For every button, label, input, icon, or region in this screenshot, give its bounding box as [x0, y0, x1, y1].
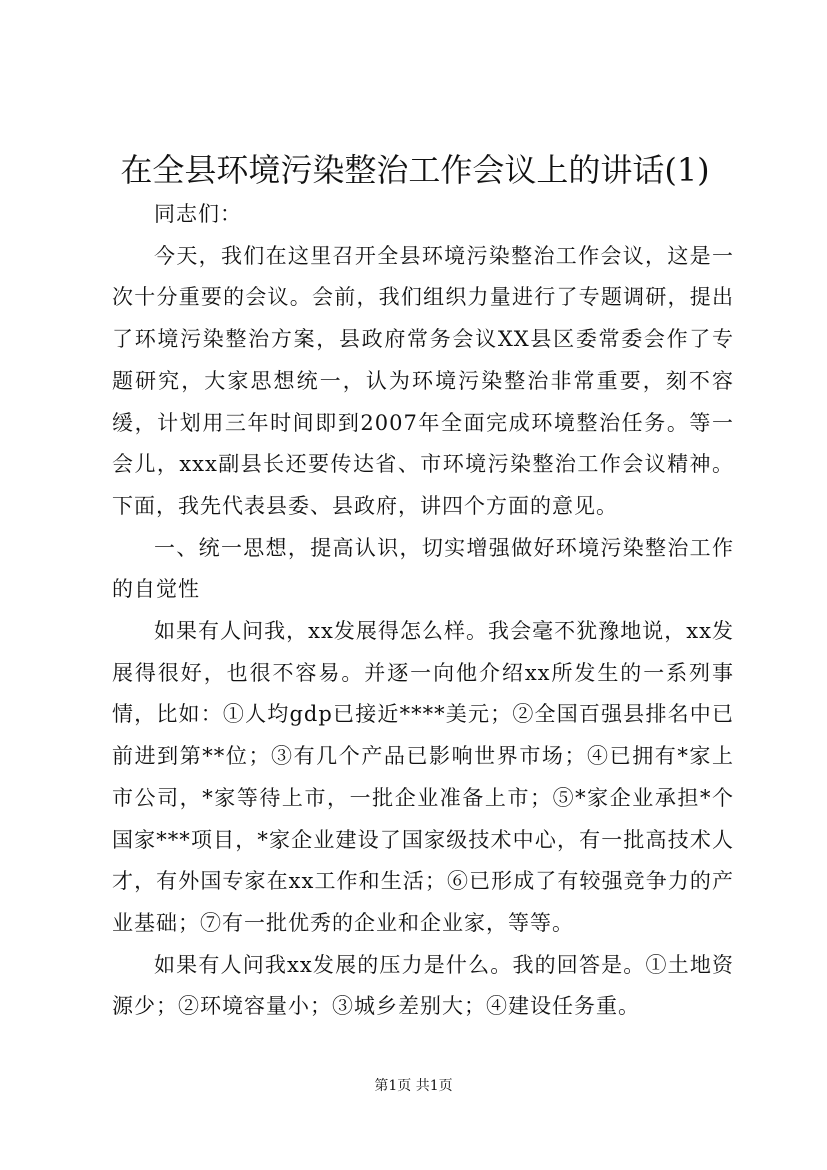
- paragraph-pressure: 如果有人问我xx发展的压力是什么。我的回答是。①土地资源少；②环境容量小；③城乡差别大；④建设任务重。: [112, 952, 734, 1019]
- document-body: [112, 194, 734, 1028]
- paragraph-development: 如果有人问我，xx发展得怎么样。我会毫不犹豫地说，xx发展得很好，也很不容易。并逐一向他介绍xx所发生的一系列事情，比如：①人均gdp已接近****美元；②全国百强县排名中已前进到第**位；③有几个产品已影响世界市场；④已拥有*家上市公司，*家等待上市，一批企业准备上市；⑤*家企业承担*个国家***项目，*家企业建设了国家级技术中心，有一批高技术人才，有外国专家在xx工作和生活；⑥已形成了有较强竞争力的产业基础；⑦有一批优秀的企业和企业家，等等。: [112, 619, 734, 935]
- paragraph-greeting: 同志们：: [154, 202, 242, 226]
- section-heading-1: 一、统一思想，提高认识，切实增强做好环境污染整治工作的自觉性: [112, 535, 734, 602]
- page-footer: 第1页 共1页: [374, 1078, 453, 1094]
- paragraph-intro: 今天，我们在这里召开全县环境污染整治工作会议，这是一次十分重要的会议。会前，我们组织力量进行了专题调研，提出了环境污染整治方案，县政府常务会议XX县区委常委会作了专题研究，大家思想统一，认为环境污染整治非常重要，刻不容缓，计划用三年时间即到2007年全面完成环境整治任务。等一会儿，xxx副县长还要传达省、市环境污染整治工作会议精神。下面，我先代表县委、县政府，讲四个方面的意见。: [112, 243, 734, 518]
- document-title: 在全县环境污染整治工作会议上的讲话(1): [120, 151, 710, 189]
